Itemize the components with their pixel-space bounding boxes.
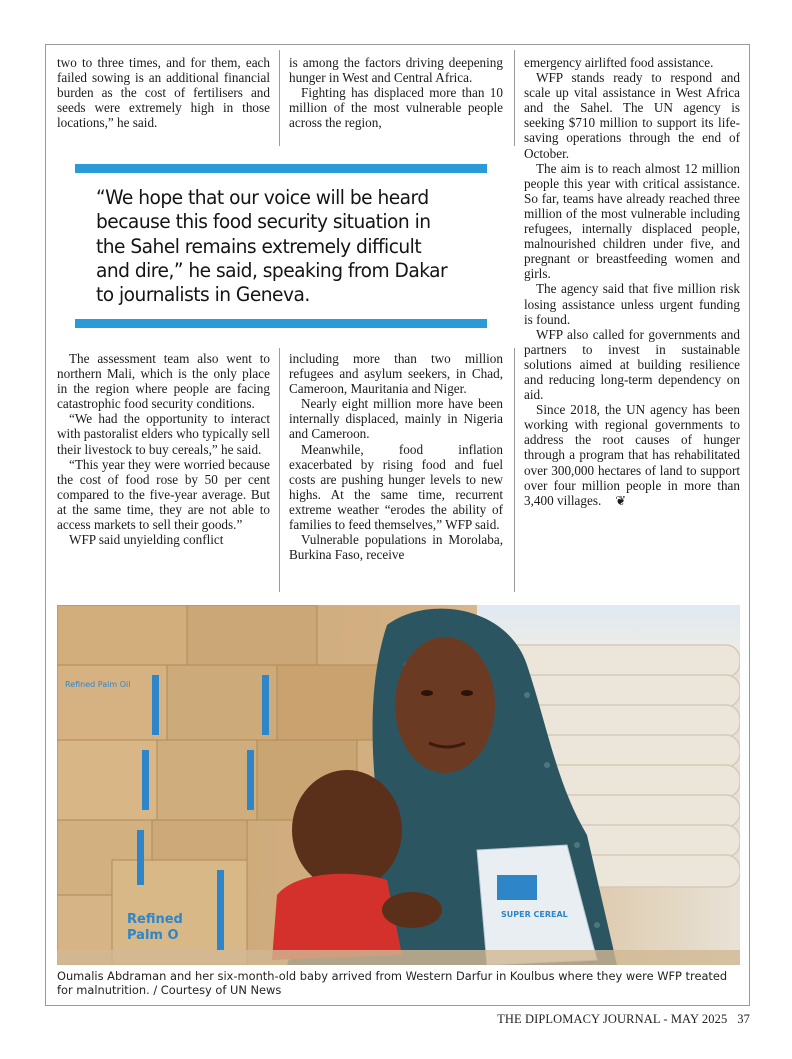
column-3: [524, 55, 740, 508]
pull-quote-bottom-bar: [75, 319, 487, 328]
paragraph: Vulnerable populations in Morolaba, Burkina Faso, receive: [289, 532, 503, 563]
page-footer: [497, 1012, 750, 1027]
bag-label: SUPER CEREAL: [501, 910, 568, 919]
column-rule: [514, 348, 515, 592]
publication-name: THE DIPLOMACY JOURNAL - MAY 2025: [497, 1012, 728, 1026]
article-photo: [57, 605, 740, 965]
column-2-bottom: [289, 351, 503, 562]
box-label: Palm O: [127, 928, 179, 943]
paragraph: The assessment team also went to northern Mali, which is the only place in the region where people are facing catastrophic food security conditions.: [57, 351, 270, 412]
column-1-top: [57, 55, 270, 130]
paragraph: Fighting has displaced more than 10 million of the most vulnerable people across the region,: [289, 85, 503, 131]
paragraph: including more than two million refugees and asylum seekers, in Chad, Cameroon, Mauritania and Niger.: [289, 351, 503, 397]
paragraph: Since 2018, the UN agency has been working with regional governments to address the root causes of hunger through a program that has rehabilitated over 300,000 hectares of land to support over four million people in more than 3,400 villages. ❦: [524, 402, 740, 508]
paragraph: WFP also called for governments and partners to invest in sustainable solutions aimed at building resilience and reducing long-term dependency on aid.: [524, 326, 740, 403]
paragraph: emergency airlifted food assistance.: [524, 55, 714, 70]
column-rule: [279, 348, 280, 592]
paragraph: WFP stands ready to respond and scale up vital assistance in West Africa and the Sahel. The UN agency is seeking $710 million to support its life-saving operations through the end of October.: [524, 70, 740, 161]
paragraph: The agency said that five million risk losing assistance unless urgent funding is found.: [524, 281, 740, 327]
column-2-top: [289, 55, 503, 130]
paragraph: is among the factors driving deepening hunger in West and Central Africa.: [289, 55, 503, 86]
box-label: Refined: [127, 912, 183, 927]
paragraph: two to three times, and for them, each failed sowing is an additional financial burden as the cost of fertilisers and seeds were extremely high in those locations,” he said.: [57, 55, 270, 131]
pull-quote: [75, 164, 487, 330]
column-rule: [514, 50, 515, 146]
paragraph: Nearly eight million more have been internally displaced, mainly in Nigeria and Cameroon.: [289, 396, 503, 442]
paragraph: WFP said unyielding conflict: [69, 532, 224, 548]
paragraph: Meanwhile, food inflation exacerbated by rising food and fuel costs are pushing hunger levels to new highs. At the same time, recurrent extreme weather “erodes the ability of families to feed themselves,” WFP said.: [289, 441, 503, 533]
page-number: 37: [737, 1012, 750, 1026]
fleur-dingbat-icon: ❦: [615, 492, 627, 508]
box-label: Refined Palm Oil: [65, 680, 131, 689]
paragraph: The aim is to reach almost 12 million people this year with critical assistance. So far, teams have already reached three million of the most vulnerable including refugees, internally displaced people, malnourished children under five, and pregnant or breastfeeding women and girls.: [524, 160, 740, 282]
paragraph: “We had the opportunity to interact with pastoralist elders who typically sell their livestock to buy cereals,” he said.: [57, 411, 270, 457]
paragraph: “This year they were worried because the cost of food rose by 50 per cent compared to the five-year average. But at the same time, they are not able to access markets to sell their goods.”: [57, 456, 270, 533]
pull-quote-text: “We hope that our voice will be heard because this food security situation in the Sahel remains extremely difficult and dire,” he said, speaking from Dakar to journalists in Geneva.: [96, 186, 448, 307]
column-rule: [279, 50, 280, 146]
pull-quote-top-bar: [75, 164, 487, 173]
photo-caption: Oumalis Abdraman and her six-month-old baby arrived from Western Darfur in Koulbus where they were WFP treated for malnutrition. / Courtesy of UN News: [57, 969, 728, 997]
column-1-bottom: [57, 351, 270, 547]
